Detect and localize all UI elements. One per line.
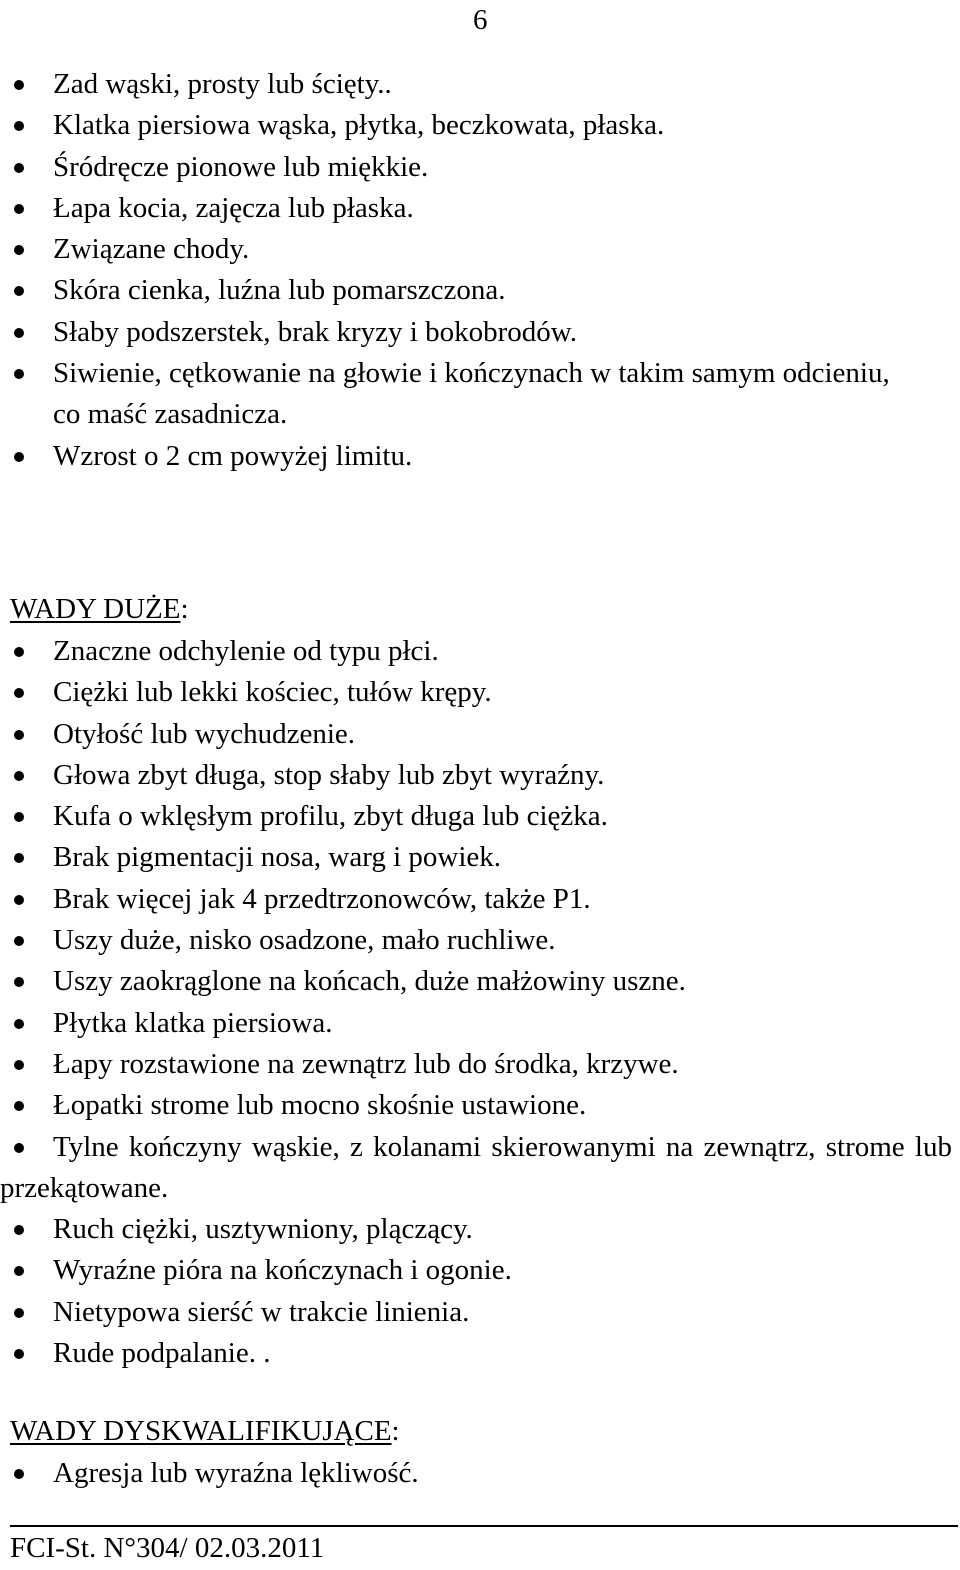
list-item: Łopatki strome lub mocno skośnie ustawione. [0,1085,960,1126]
bullet-icon [14,328,24,338]
bullet-icon [14,204,24,214]
major-faults-heading: WADY DUŻE: [10,593,189,625]
bullet-icon [14,121,24,131]
disqualifying-faults-heading: WADY DYSKWALIFIKUJĄCE: [10,1415,400,1447]
list-item: Łapy rozstawione na zewnątrz lub do środka, krzywe. [0,1044,960,1085]
list-item: Nietypowa sierść w trakcie linienia. [0,1292,960,1333]
list-item: Słaby podszerstek, brak kryzy i bokobrodów. [0,312,960,353]
bullet-icon [14,977,24,987]
list-item: Zad wąski, prosty lub ścięty.. [0,64,960,105]
list-item: Rude podpalanie. . [0,1333,960,1374]
list-item: Skóra cienka, luźna lub pomarszczona. [0,270,960,311]
minor-faults-list [0,64,960,477]
list-item: Brak pigmentacji nosa, warg i powiek. [0,837,960,878]
bullet-icon [14,1101,24,1111]
bullet-icon [14,286,24,296]
list-item: Uszy duże, nisko osadzone, mało ruchliwe. [0,920,960,961]
list-item: Siwienie, cętkowanie na głowie i kończynach w takim samym odcieniu, co maść zasadnicza. [0,353,913,436]
bullet-icon [14,163,24,173]
bullet-icon [14,895,24,905]
list-item: Agresja lub wyraźna lękliwość. [0,1453,960,1494]
list-item: Tylne kończyny wąskie, z kolanami skierowanymi na zewnątrz, strome lub przekątowane. [0,1130,952,1204]
bullet-icon [14,369,24,379]
list-item: Brak więcej jak 4 przedtrzonowców, także P1. [0,879,960,920]
list-item: Wyraźne pióra na kończynach i ogonie. [0,1250,960,1291]
bullet-icon [14,812,24,822]
bullet-icon [14,688,24,698]
page-number: 6 [473,4,488,36]
bullet-icon [14,245,24,255]
bullet-icon [14,1349,24,1359]
bullet-icon [14,1060,24,1070]
bullet-icon [14,771,24,781]
bullet-icon [14,1225,24,1235]
list-item: Wzrost o 2 cm powyżej limitu. [0,436,960,477]
bullet-icon [14,1469,24,1479]
bullet-icon [14,452,24,462]
bullet-icon [14,1308,24,1318]
bullet-icon [14,1019,24,1029]
list-item: Kufa o wklęsłym profilu, zbyt długa lub ciężka. [0,796,960,837]
bullet-icon [14,730,24,740]
list-item: Śródręcze pionowe lub miękkie. [0,147,960,188]
footer-divider [10,1525,958,1527]
list-item: Płytka klatka piersiowa. [0,1003,960,1044]
bullet-icon [14,1143,24,1153]
bullet-icon [14,853,24,863]
list-item: Ciężki lub lekki kościec, tułów krępy. [0,672,960,713]
list-item: Znaczne odchylenie od typu płci. [0,631,960,672]
list-item: Otyłość lub wychudzenie. [0,714,960,755]
list-item: Klatka piersiowa wąska, płytka, beczkowata, płaska. [0,105,960,146]
bullet-icon [14,1266,24,1276]
bullet-icon [14,647,24,657]
bullet-icon [14,936,24,946]
list-item: Związane chody. [0,229,960,270]
disqualifying-faults-list [0,1453,960,1494]
footer-standard-reference: FCI-St. N°304/ 02.03.2011 [10,1532,325,1564]
bullet-icon [14,80,24,90]
major-faults-list [0,631,960,1374]
list-item: Łapa kocia, zajęcza lub płaska. [0,188,960,229]
list-item: Uszy zaokrąglone na końcach, duże małżowiny uszne. [0,961,960,1002]
list-item: Ruch ciężki, usztywniony, plączący. [0,1209,960,1250]
list-item: Głowa zbyt długa, stop słaby lub zbyt wyraźny. [0,755,960,796]
